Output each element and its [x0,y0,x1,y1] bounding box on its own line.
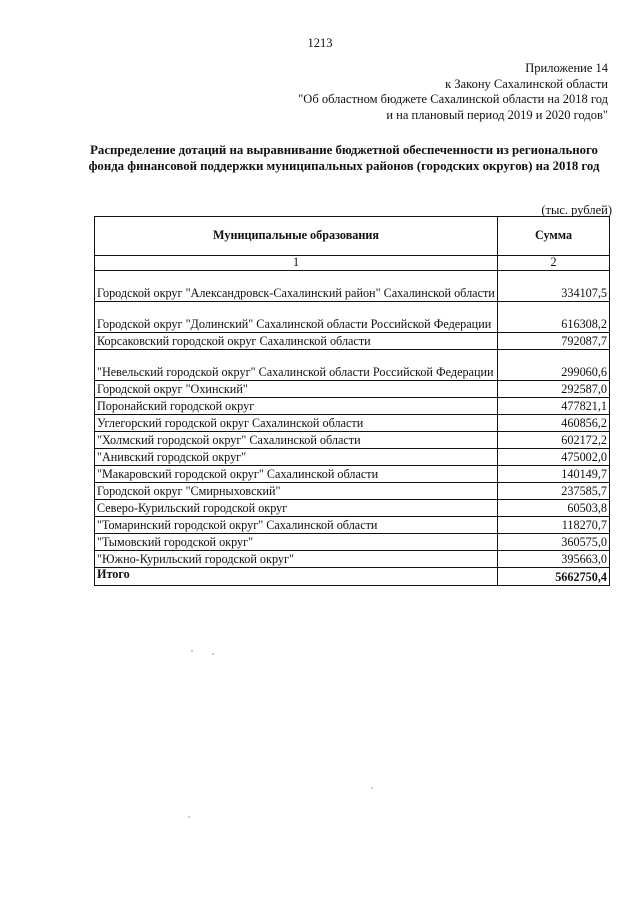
scan-speck [188,816,190,818]
amount-value: 334107,5 [498,270,610,301]
amount-value: 140149,7 [498,465,610,482]
total-amount: 5662750,4 [498,567,610,585]
distribution-table [94,216,610,586]
table-row [95,465,610,482]
amount-value: 475002,0 [498,448,610,465]
appendix-line: "Об областном бюджете Сахалинской области на 2018 год [298,92,608,106]
municipality-name: Северо-Курильский городской округ [95,499,498,516]
municipality-name: Городской округ "Смирныховский" [95,482,498,499]
table-row [95,349,610,380]
amount-value: 292587,0 [498,380,610,397]
header-amount: Сумма [498,217,610,256]
table-row [95,380,610,397]
municipality-name: "Невельский городской округ" Сахалинской области Российской Федерации [95,349,498,380]
total-row [95,567,610,585]
table-row [95,414,610,431]
column-number: 1 [95,256,498,271]
amount-value: 360575,0 [498,533,610,550]
amount-value: 602172,2 [498,431,610,448]
amount-value: 477821,1 [498,397,610,414]
amount-value: 118270,7 [498,516,610,533]
municipality-name: "Макаровский городской округ" Сахалинской области [95,465,498,482]
table-row [95,448,610,465]
municipality-name: Углегорский городской округ Сахалинской области [95,414,498,431]
table-row [95,550,610,567]
municipality-name: "Холмский городской округ" Сахалинской области [95,431,498,448]
page-number: 1213 [307,36,333,50]
appendix-reference [298,61,608,123]
amount-value: 299060,6 [498,349,610,380]
table-row [95,270,610,301]
table-row [95,332,610,349]
units-label: (тыс. рублей) [541,203,612,217]
scan-speck [371,787,373,789]
column-number: 2 [498,256,610,271]
table-row [95,482,610,499]
scan-speck [212,653,214,655]
amount-value: 460856,2 [498,414,610,431]
amount-value: 60503,8 [498,499,610,516]
municipality-name: Городской округ "Александровск-Сахалинский район" Сахалинской области [95,270,498,301]
amount-value: 792087,7 [498,332,610,349]
municipality-name: Городской округ "Долинский" Сахалинской области Российской Федерации [95,301,498,332]
appendix-line: Приложение 14 [525,61,608,75]
document-title [70,143,618,174]
municipality-name: Городской округ "Охинский" [95,380,498,397]
title-line-1: Распределение дотаций на выравнивание бюджетной обеспеченности из регионального [90,143,598,157]
column-number-row [95,256,610,271]
header-municipality: Муниципальные образования [95,217,498,256]
title-line-2: фонда финансовой поддержки муниципальных районов (городских округов) на 2018 год [88,158,600,173]
scan-speck [191,650,193,652]
table-row [95,301,610,332]
table-row [95,516,610,533]
total-label: Итого [95,567,498,585]
municipality-name: "Анивский городской округ" [95,448,498,465]
municipality-name: "Тымовский городской округ" [95,533,498,550]
table-row [95,431,610,448]
table-row [95,499,610,516]
table-row [95,397,610,414]
municipality-name: Поронайский городской округ [95,397,498,414]
appendix-line: и на плановый период 2019 и 2020 годов" [386,107,608,122]
amount-value: 237585,7 [498,482,610,499]
amount-value: 616308,2 [498,301,610,332]
municipality-name: "Томаринский городской округ" Сахалинской области [95,516,498,533]
table-row [95,533,610,550]
municipality-name: "Южно-Курильский городской округ" [95,550,498,567]
appendix-line: к Закону Сахалинской области [445,76,608,91]
table-header-row [95,217,610,256]
municipality-name: Корсаковский городской округ Сахалинской области [95,332,498,349]
amount-value: 395663,0 [498,550,610,567]
